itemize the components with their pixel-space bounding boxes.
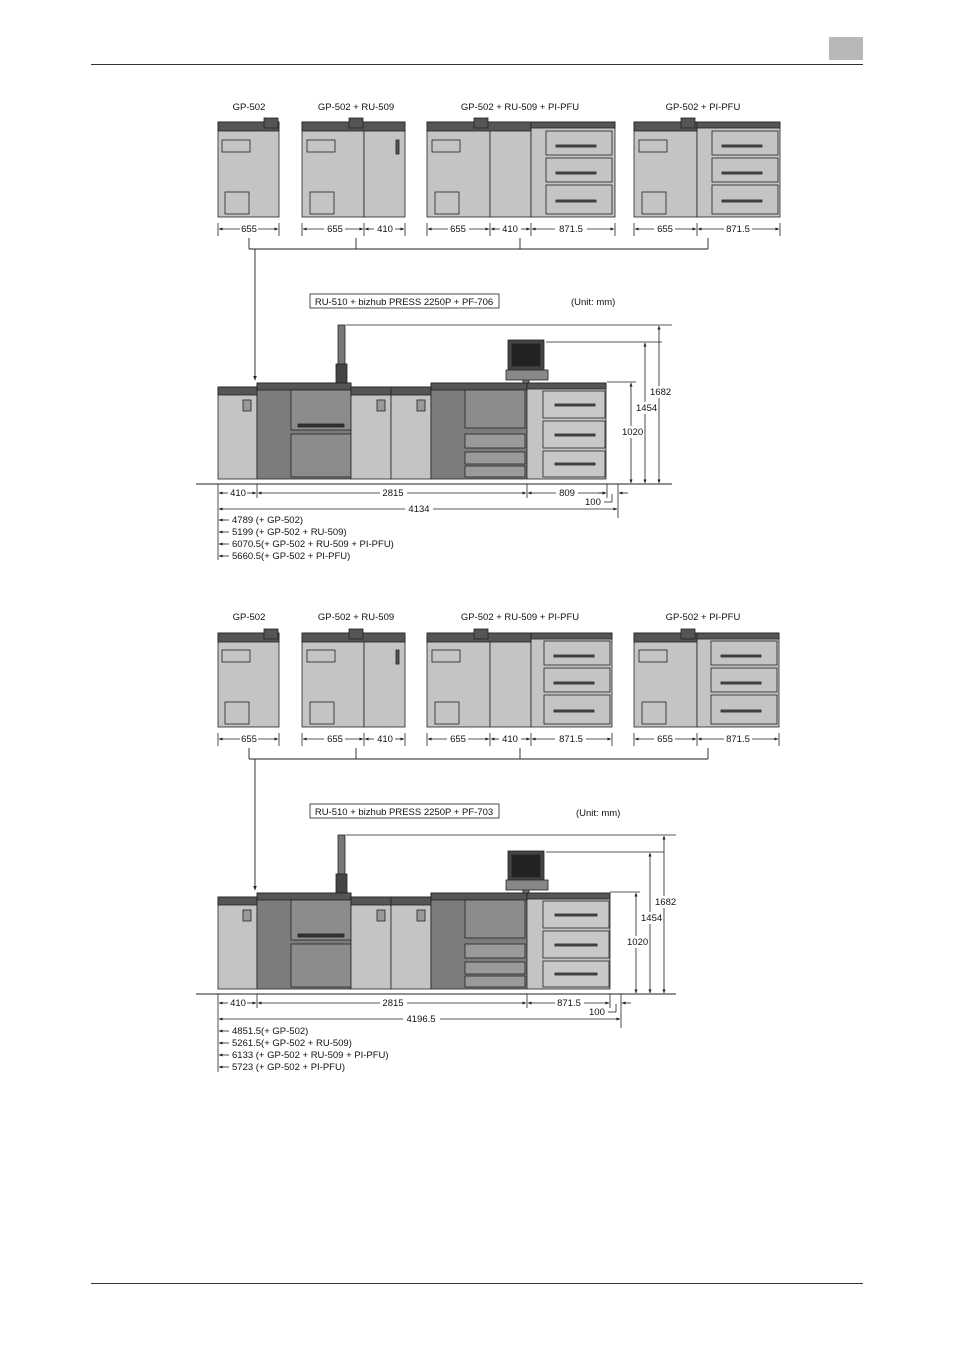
option-machine-gp502-pipfu xyxy=(634,629,779,727)
height-label: 1020 xyxy=(622,427,644,438)
option-bracket xyxy=(249,238,708,380)
offset-label: 100 xyxy=(585,497,601,508)
width-label: 655 xyxy=(657,734,673,745)
width-label: 2815 xyxy=(382,998,404,1009)
diagram-2 xyxy=(196,612,779,1073)
option-label: GP-502 + RU-509 xyxy=(317,102,395,113)
option-machine-gp502-ru509-pipfu xyxy=(427,629,612,727)
main-system-pf703 xyxy=(218,835,610,989)
height-label: 1682 xyxy=(650,387,672,398)
height-label: 1020 xyxy=(627,937,649,948)
width-label: 2815 xyxy=(382,488,404,499)
option-label: GP-502 + RU-509 + PI-PFU xyxy=(460,612,580,623)
option-machine-gp502 xyxy=(218,629,279,727)
unit-label: (Unit: mm) xyxy=(571,297,616,308)
width-label: 410 xyxy=(377,224,393,235)
total-option-label: 5723 (+ GP-502 + PI-PFU) xyxy=(232,1062,345,1073)
total-option-label: 4789 (+ GP-502) xyxy=(232,515,304,526)
option-label: GP-502 xyxy=(232,612,266,623)
system-label: RU-510 + bizhub PRESS 2250P + PF-706 xyxy=(314,297,494,308)
width-label: 809 xyxy=(559,488,575,499)
width-label: 410 xyxy=(230,998,246,1009)
width-label: 871.5 xyxy=(726,734,750,745)
option-dimension-lines xyxy=(218,733,779,746)
width-label: 871.5 xyxy=(726,224,750,235)
total-option-label: 6070.5(+ GP-502 + RU-509 + PI-PFU) xyxy=(232,539,394,550)
width-label: 871.5 xyxy=(559,734,583,745)
option-label: GP-502 + RU-509 xyxy=(317,612,395,623)
width-label: 410 xyxy=(377,734,393,745)
main-system-pf706 xyxy=(218,325,606,479)
option-label: GP-502 + PI-PFU xyxy=(665,612,741,623)
height-label: 1682 xyxy=(655,897,677,908)
option-machine-gp502-ru509-pipfu xyxy=(427,118,615,217)
width-label: 655 xyxy=(450,224,466,235)
width-label: 410 xyxy=(502,734,518,745)
total-width-label: 4196.5 xyxy=(406,1014,436,1025)
height-label: 1454 xyxy=(641,913,663,924)
total-option-label: 6133 (+ GP-502 + RU-509 + PI-PFU) xyxy=(232,1050,389,1061)
total-option-label: 5199 (+ GP-502 + RU-509) xyxy=(232,527,347,538)
unit-label: (Unit: mm) xyxy=(576,808,621,819)
width-label: 655 xyxy=(241,734,257,745)
option-label: GP-502 + RU-509 + PI-PFU xyxy=(460,102,580,113)
width-label: 410 xyxy=(230,488,246,499)
width-label: 871.5 xyxy=(557,998,581,1009)
total-option-label: 5261.5(+ GP-502 + RU-509) xyxy=(232,1038,352,1049)
height-label: 1454 xyxy=(636,403,658,414)
total-width-label: 4134 xyxy=(408,504,430,515)
option-label: GP-502 xyxy=(232,102,266,113)
option-bracket xyxy=(249,748,708,890)
option-machine-gp502-ru509 xyxy=(302,118,405,217)
system-label: RU-510 + bizhub PRESS 2250P + PF-703 xyxy=(314,807,494,818)
width-label: 871.5 xyxy=(559,224,583,235)
width-label: 655 xyxy=(241,224,257,235)
total-option-label: 4851.5(+ GP-502) xyxy=(232,1026,309,1037)
option-machine-gp502 xyxy=(218,118,279,217)
width-label: 655 xyxy=(657,224,673,235)
option-machine-gp502-ru509 xyxy=(302,629,405,727)
diagram-1 xyxy=(196,102,780,562)
offset-label: 100 xyxy=(589,1007,605,1018)
option-label: GP-502 + PI-PFU xyxy=(665,102,741,113)
option-machine-gp502-pipfu xyxy=(634,118,780,217)
width-label: 655 xyxy=(450,734,466,745)
width-label: 410 xyxy=(502,224,518,235)
width-label: 655 xyxy=(327,734,343,745)
width-label: 655 xyxy=(327,224,343,235)
total-option-label: 5660.5(+ GP-502 + PI-PFU) xyxy=(232,551,351,562)
option-dimension-lines xyxy=(218,223,780,236)
